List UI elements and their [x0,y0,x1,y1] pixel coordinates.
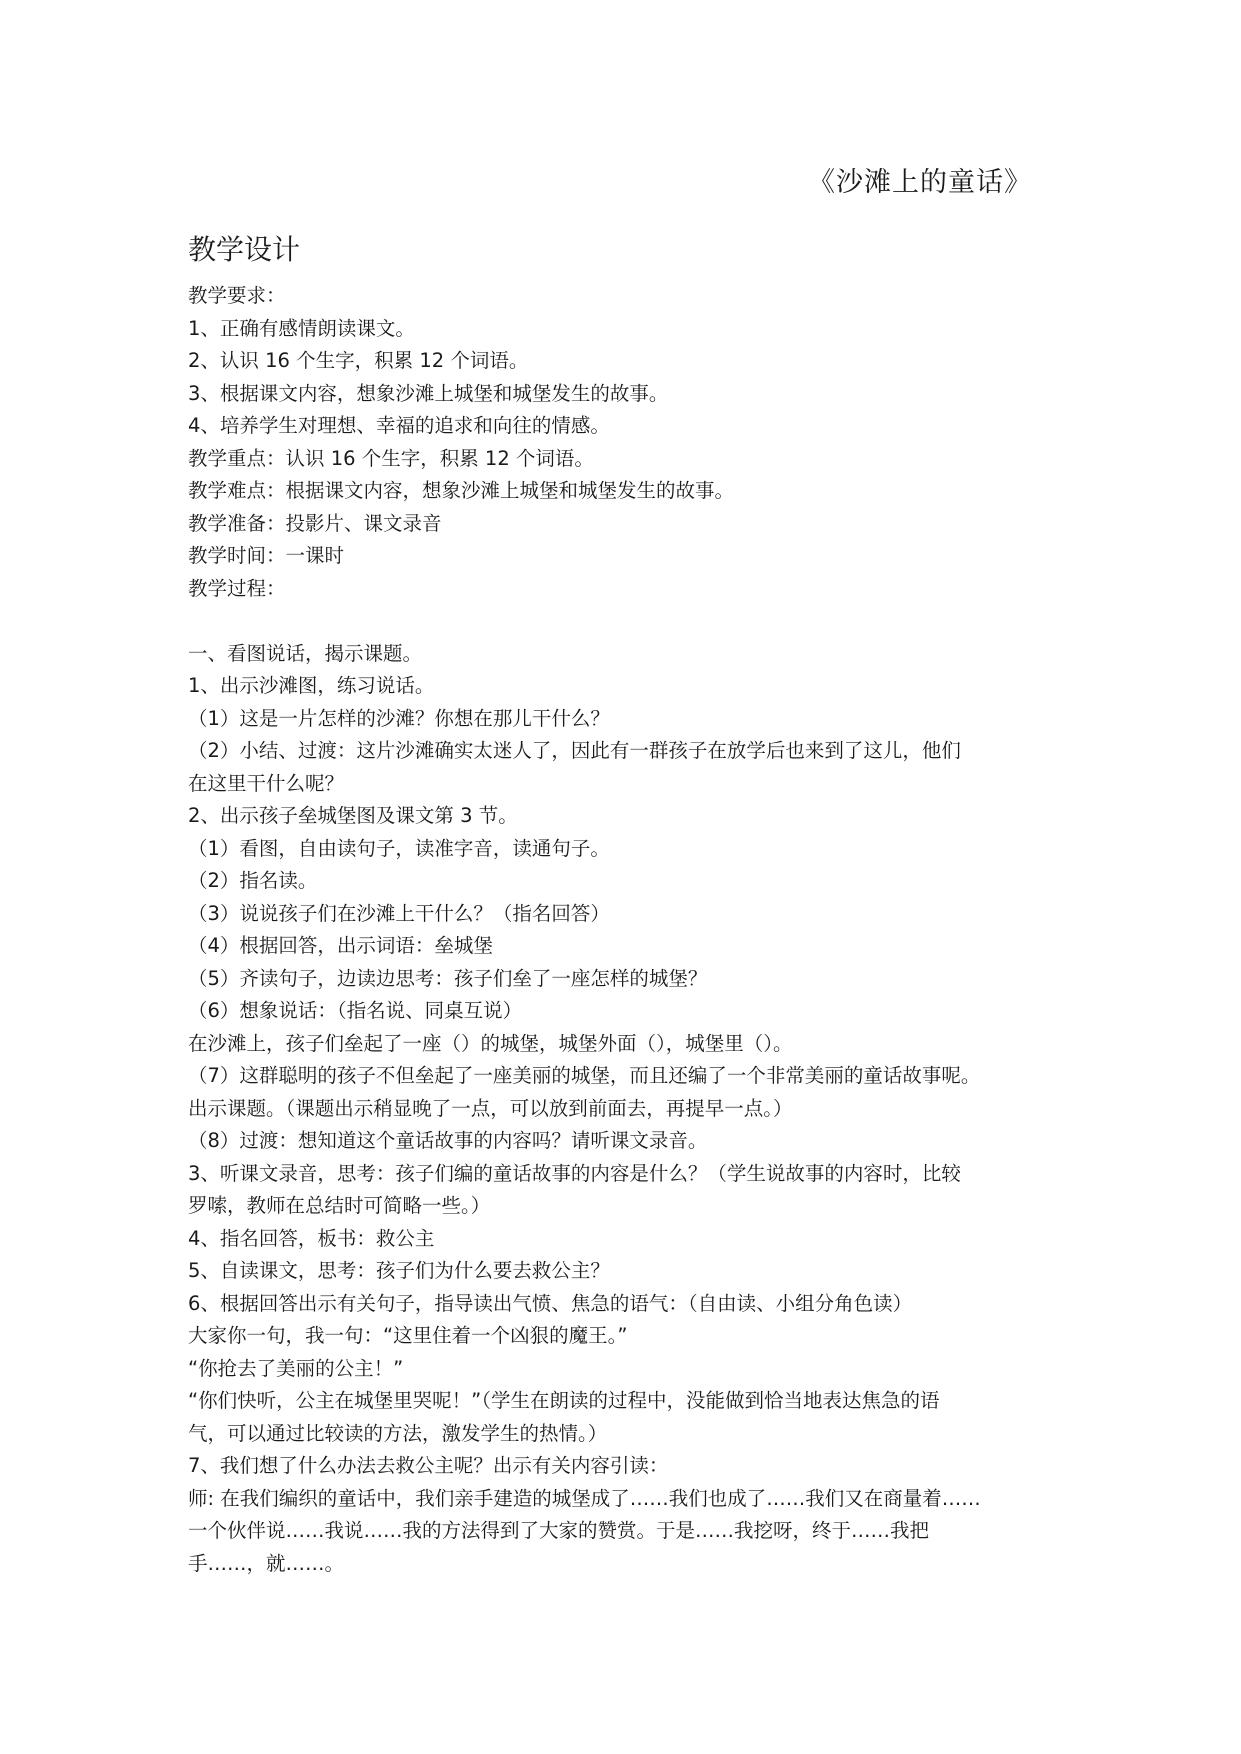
text-line: （1）这是一片怎样的沙滩？你想在那儿干什么？ [188,706,610,730]
text-line: 5、自读课文，思考：孩子们为什么要去救公主？ [188,1259,610,1282]
text-line: 出示课题。（课题出示稍显晚了一点，可以放到前面去，再提早一点。） [188,1096,793,1120]
text-line: 2、出示孩子垒城堡图及课文第 3 节。 [188,804,518,827]
text-line: 师: 在我们编织的童话中，我们亲手建造的城堡成了……我们也成了……我们又在商量着…… [188,1486,981,1510]
blank-line [188,605,1060,638]
text-line: 一、看图说话，揭示课题。 [188,641,423,665]
text-line: 气，可以通过比较读的方法，激发学生的热情。） [188,1421,608,1445]
text-line: 教学难点：根据课文内容，想象沙滩上城堡和城堡发生的故事。 [188,479,735,502]
document-subtitle: 教学设计 [188,233,301,266]
text-line: （2）指名读。 [188,869,318,892]
text-line: 3、根据课文内容，想象沙滩上城堡和城堡发生的故事。 [188,381,669,405]
text-line: 3、听课文录音，思考：孩子们编的童话故事的内容是什么？（学生说故事的内容时，比较 [188,1161,961,1185]
text-line: 在沙滩上，孩子们垒起了一座（）的城堡，城堡外面（），城堡里（）。 [188,1031,793,1055]
text-line: 2、认识 16 个生字，积累 12 个词语。 [188,349,529,372]
text-line: 教学要求： [188,284,286,307]
text-line: 1、正确有感情朗读课文。 [188,316,415,340]
text-line: （2）小结、过渡：这片沙滩确实太迷人了，因此有一群孩子在放学后也来到了这儿，他们 [188,739,961,762]
text-line: （3）说说孩子们在沙滩上干什么？（指名回答） [188,901,610,925]
text-line: （5）齐读句子，边读边思考：孩子们垒了一座怎样的城堡？ [188,966,708,990]
text-line: 罗嗦，教师在总结时可简略一些。） [188,1194,491,1217]
text-line: （4）根据回答，出示词语：垒城堡 [188,934,493,957]
text-line: 7、我们想了什么办法去救公主呢？出示有关内容引读： [188,1454,669,1477]
text-line: （7）这群聪明的孩子不但垒起了一座美丽的城堡，而且还编了一个非常美丽的童话故事呢。 [188,1064,981,1087]
text-line: （6）想象说话：（指名说、同桌互说） [188,999,523,1022]
text-line: 4、培养学生对理想、幸福的追求和向往的情感。 [188,414,610,437]
text-line: 教学时间：一课时 [188,544,345,567]
text-line: 教学过程： [188,576,286,600]
text-line: 大家你一句，我一句：“这里住着一个凶狠的魔王。” [188,1324,628,1347]
text-line: 4、指名回答，板书：救公主 [188,1226,435,1250]
text-line: 一个伙伴说……我说……我的方法得到了大家的赞赏。于是……我挖呀，终于……我把 [188,1519,930,1542]
document-title: 《沙滩上的童话》 [808,167,1032,198]
document-body [188,280,1060,1580]
text-line: 6、根据回答出示有关句子，指导读出气愤、焦急的语气：（自由读、小组分角色读） [188,1291,913,1315]
text-line: （8）过渡：想知道这个童话故事的内容吗？请听课文录音。 [188,1129,708,1152]
text-line: 在这里干什么呢？ [188,771,345,795]
text-line: 手……，就……。 [188,1551,345,1575]
text-line: 1、出示沙滩图，练习说话。 [188,674,435,697]
text-line: （1）看图，自由读句子，读准字音，读通句子。 [188,836,610,860]
text-line: “你抢去了美丽的公主！” [188,1356,404,1380]
text-line: 教学重点：认识 16 个生字，积累 12 个词语。 [188,446,594,470]
text-line: 教学准备：投影片、课文录音 [188,511,442,535]
text-line: “你们快听，公主在城堡里哭呢！”（学生在朗读的过程中，没能做到恰当地表达焦急的语 [188,1389,940,1412]
